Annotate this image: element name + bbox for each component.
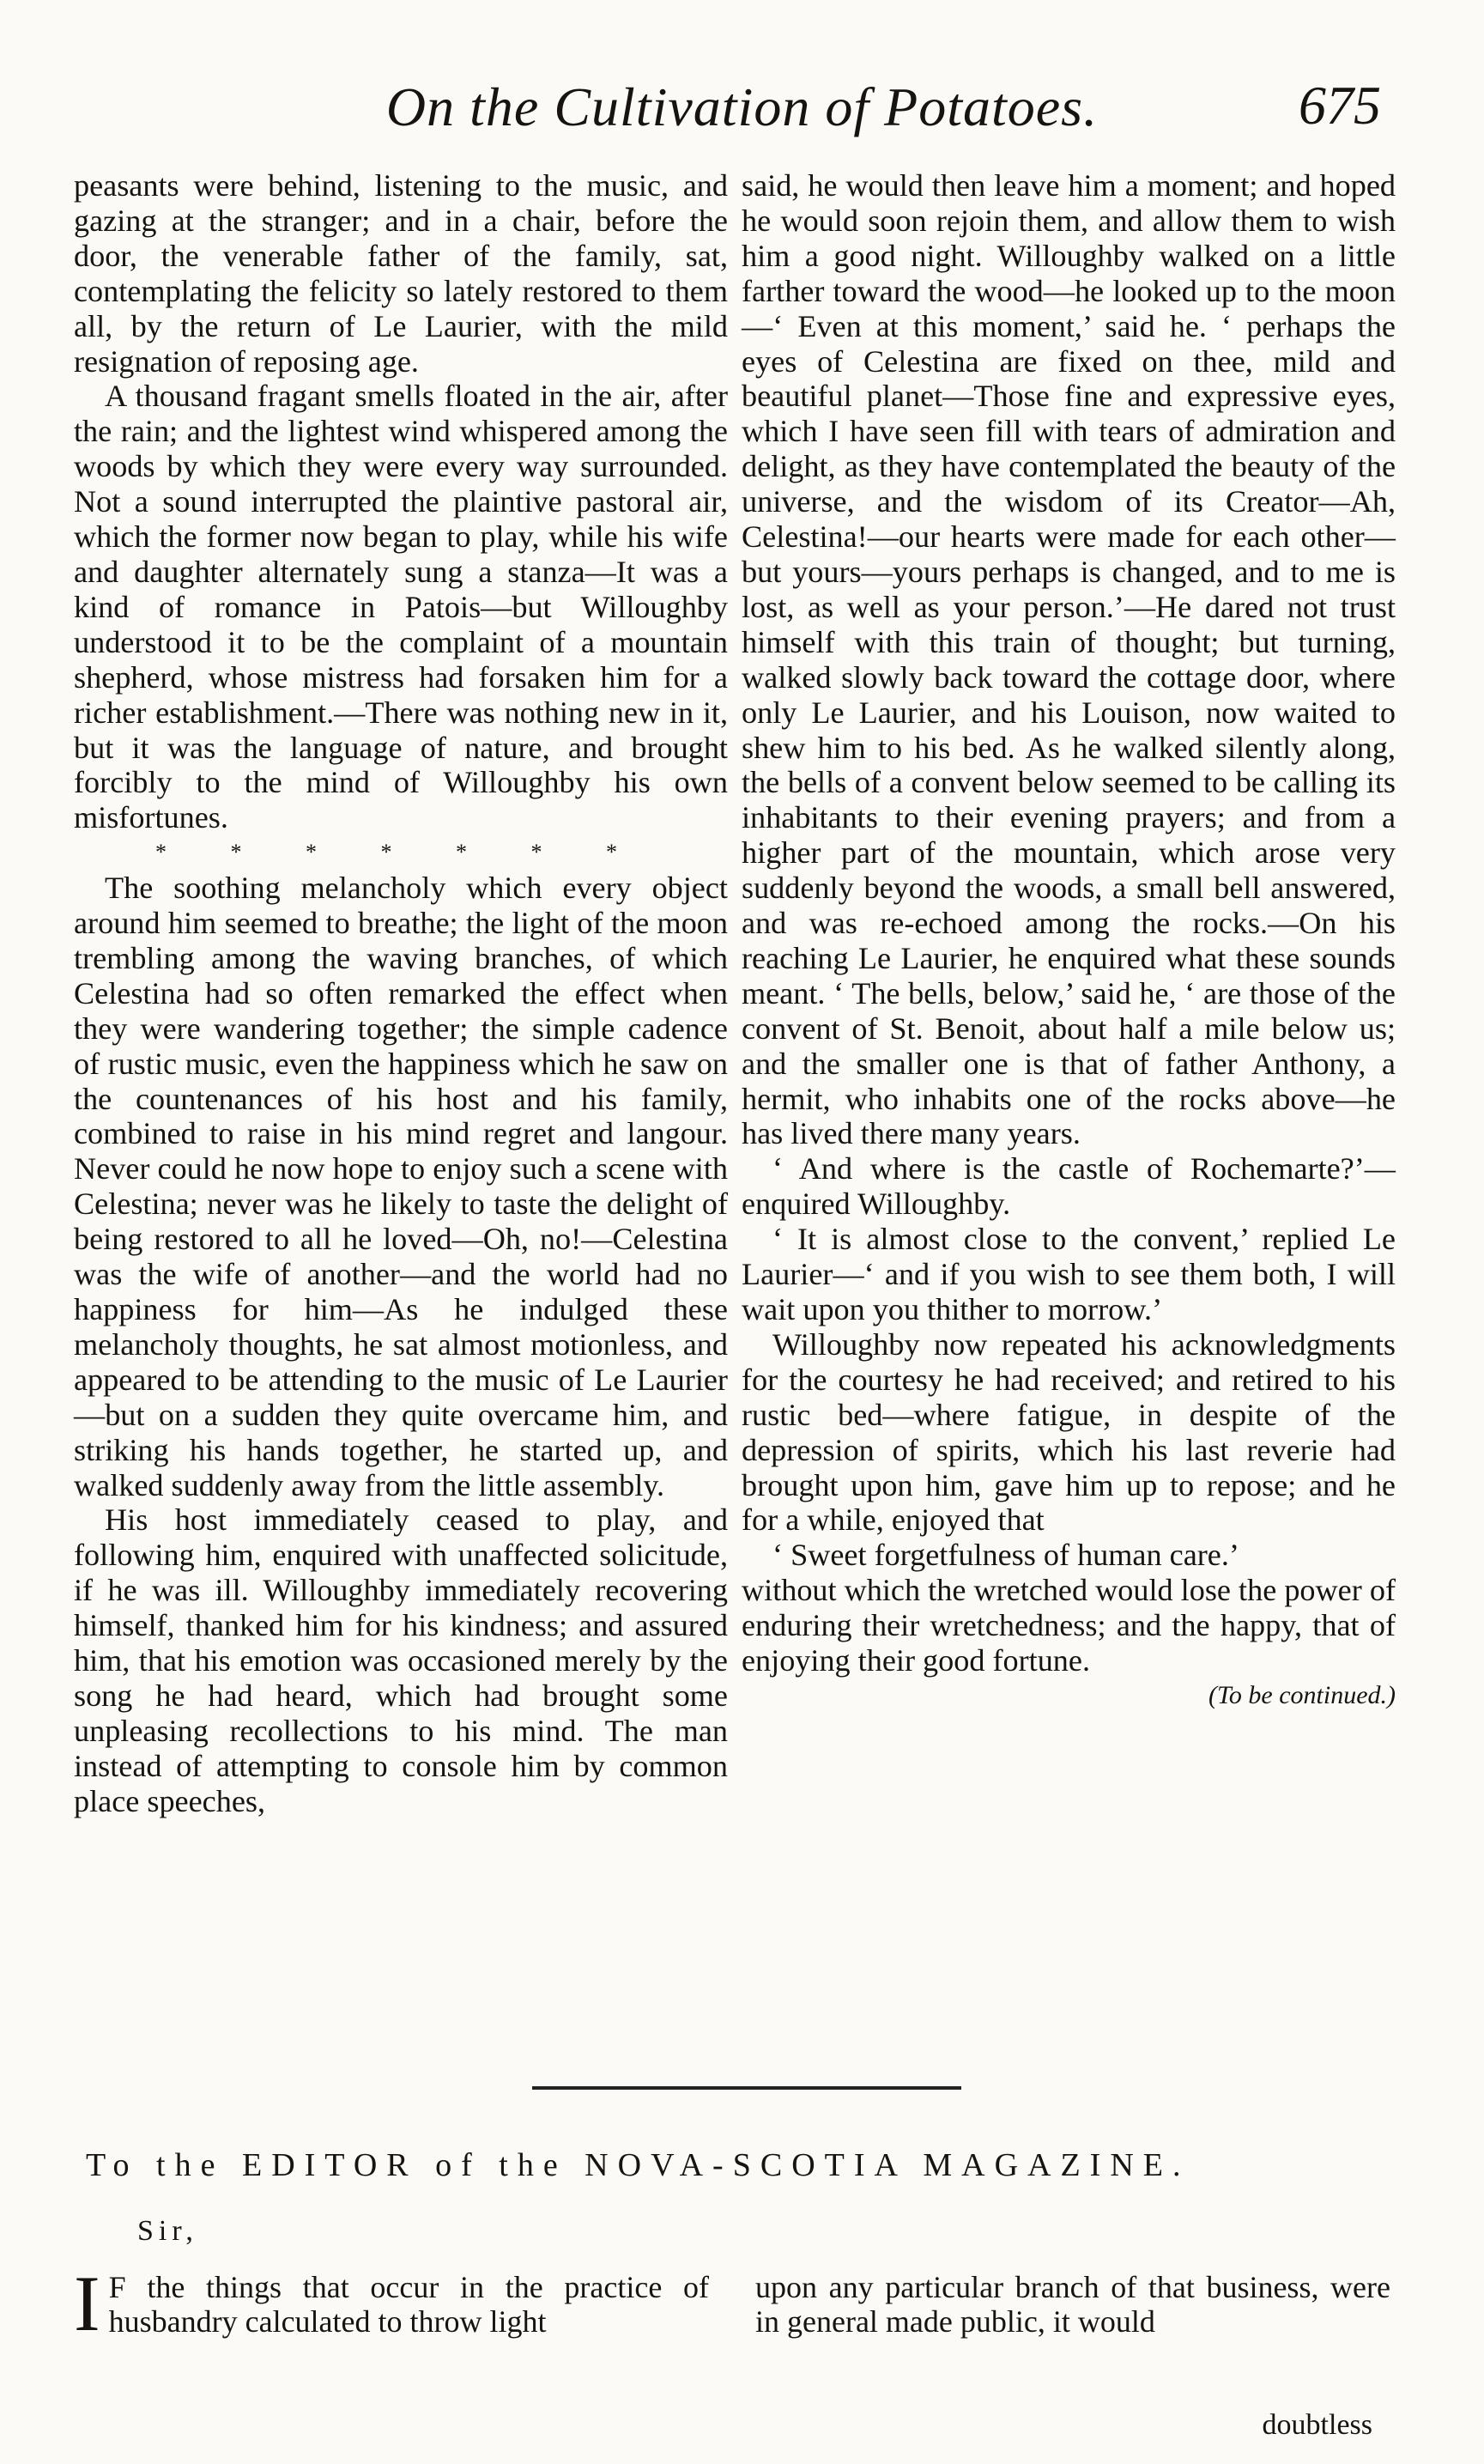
paragraph: A thousand fragant smells floated in the air, after the rain; and the lightest wind whispered among the woods by which they were every way surrounded. Not a sound interrupted the plaintive pastoral air, which the former now began to play, while his wife and daughter alternately sung a stanza—It was a kind of romance in Patois—but Willoughby understood it to be the complaint of a mountain shepherd, whose mistress had forsaken him for a richer establishment.—There was nothing new in it, but it was the language of nature, and brought forcibly to the mind of Willoughby his own misfortunes.: [74, 379, 728, 835]
continued-note: (To be continued.): [1208, 1680, 1396, 1709]
letter-text: upon any particular branch of that business, were in general made public, it would: [755, 2270, 1390, 2339]
paragraph: ‘ And where is the castle of Rochemarte?’—enquired Willoughby.: [742, 1151, 1396, 1222]
page-number: 675: [1299, 75, 1381, 136]
paragraph: Willoughby now repeated his acknowledgments for the courtesy he had received; and retired to his rustic bed—where fatigue, in despite of the depression of spirits, which his last reverie had brought upon him, gave him up to repose; and he for a while, enjoyed that: [742, 1326, 1396, 1538]
section-break-stars: * * * * * * *: [155, 840, 646, 865]
running-title: On the Cultivation of Potatoes.: [385, 76, 1099, 137]
drop-cap: I: [74, 2260, 100, 2347]
paragraph: without which the wretched would lose the power of enduring their wretchedness; and the happy, that of enjoying their good fortune.: [742, 1573, 1396, 1678]
right-column: [742, 168, 1396, 1714]
salutation: Sir,: [137, 2215, 198, 2247]
letter-heading: To the EDITOR of the NOVA-SCOTIA MAGAZINE.: [86, 2147, 1190, 2183]
left-column: [74, 168, 728, 1819]
paragraph: ‘ It is almost close to the convent,’ replied Le Laurier—‘ and if you wish to see them both, I will wait upon you thither to morrow.’: [742, 1222, 1396, 1326]
paragraph: peasants were behind, listening to the music, and gazing at the stranger; and in a chair, before the door, the venerable father of the family, sat, contemplating the felicity so lately restored to them all, by the return of Le Laurier, with the mild resignation of reposing age.: [74, 168, 728, 379]
letter-text: F the things that occur in the practice of husbandry calculated to throw light: [108, 2270, 709, 2339]
catchword: doubtless: [1262, 2409, 1372, 2441]
letter-right-column: [755, 2270, 1390, 2339]
paragraph: The soothing melancholy which every object around him seemed to breathe; the light of the moon trembling among the waving branches, of which Celestina had so often remarked the effect when they were wandering together; the simple cadence of rustic music, even the happiness which he saw on the countenances of his host and his family, combined to raise in his mind regret and langour. Never could he now hope to enjoy such a scene with Celestina; never was he likely to taste the delight of being restored to all he loved—Oh, no!—Celestina was the wife of another—and the world had no happiness for him—As he indulged these melancholy thoughts, he sat almost motionless, and appeared to be attending to the music of Le Laurier—but on a sudden they quite overcame him, and striking his hands together, he started up, and walked suddenly away from the little assembly.: [74, 871, 728, 1502]
paragraph: His host immediately ceased to play, and following him, enquired with unaffected solicitude, if he was ill. Willoughby immediately recovering himself, thanked him for his kindness; and assured him, that his emotion was occasioned merely by the song he had heard, which had brought some unpleasing recollections to his mind. The man instead of attempting to console him by common place speeches,: [74, 1502, 728, 1818]
letter-left-column: [74, 2260, 709, 2347]
paragraph: said, he would then leave him a moment; and hoped he would soon rejoin them, and allow them to wish him a good night. Willoughby walked on a little farther toward the wood—he looked up to the moon—‘ Even at this moment,’ said he. ‘ perhaps the eyes of Celestina are fixed on thee, mild and beautiful planet—Those fine and expressive eyes, which I have seen fill with tears of admiration and delight, as they have contemplated the beauty of the universe, and the wisdom of its Creator—Ah, Celestina!—our hearts were made for each other—but yours—yours perhaps is changed, and to me is lost, as well as your person.’—He dared not trust himself with this train of thought; but turning, walked slowly back toward the cottage door, where only Le Laurier, and his Louison, now waited to shew him to his bed. As he walked silently along, the bells of a convent below seemed to be calling its inhabitants to their evening prayers; and from a higher part of the mountain, which arose very suddenly beyond the woods, a small bell answered, and was re-echoed among the rocks.—On his reaching Le Laurier, he enquired what these sounds meant. ‘ The bells, below,’ said he, ‘ are those of the convent of St. Benoit, about half a mile below us; and the smaller one is that of father Anthony, a hermit, who inhabits one of the rocks above—he has lived there many years.: [742, 168, 1396, 1151]
page-header: [69, 76, 1415, 153]
verse-quote: ‘ Sweet forgetfulness of human care.’: [772, 1538, 1239, 1573]
section-divider-rule: [532, 2086, 961, 2090]
